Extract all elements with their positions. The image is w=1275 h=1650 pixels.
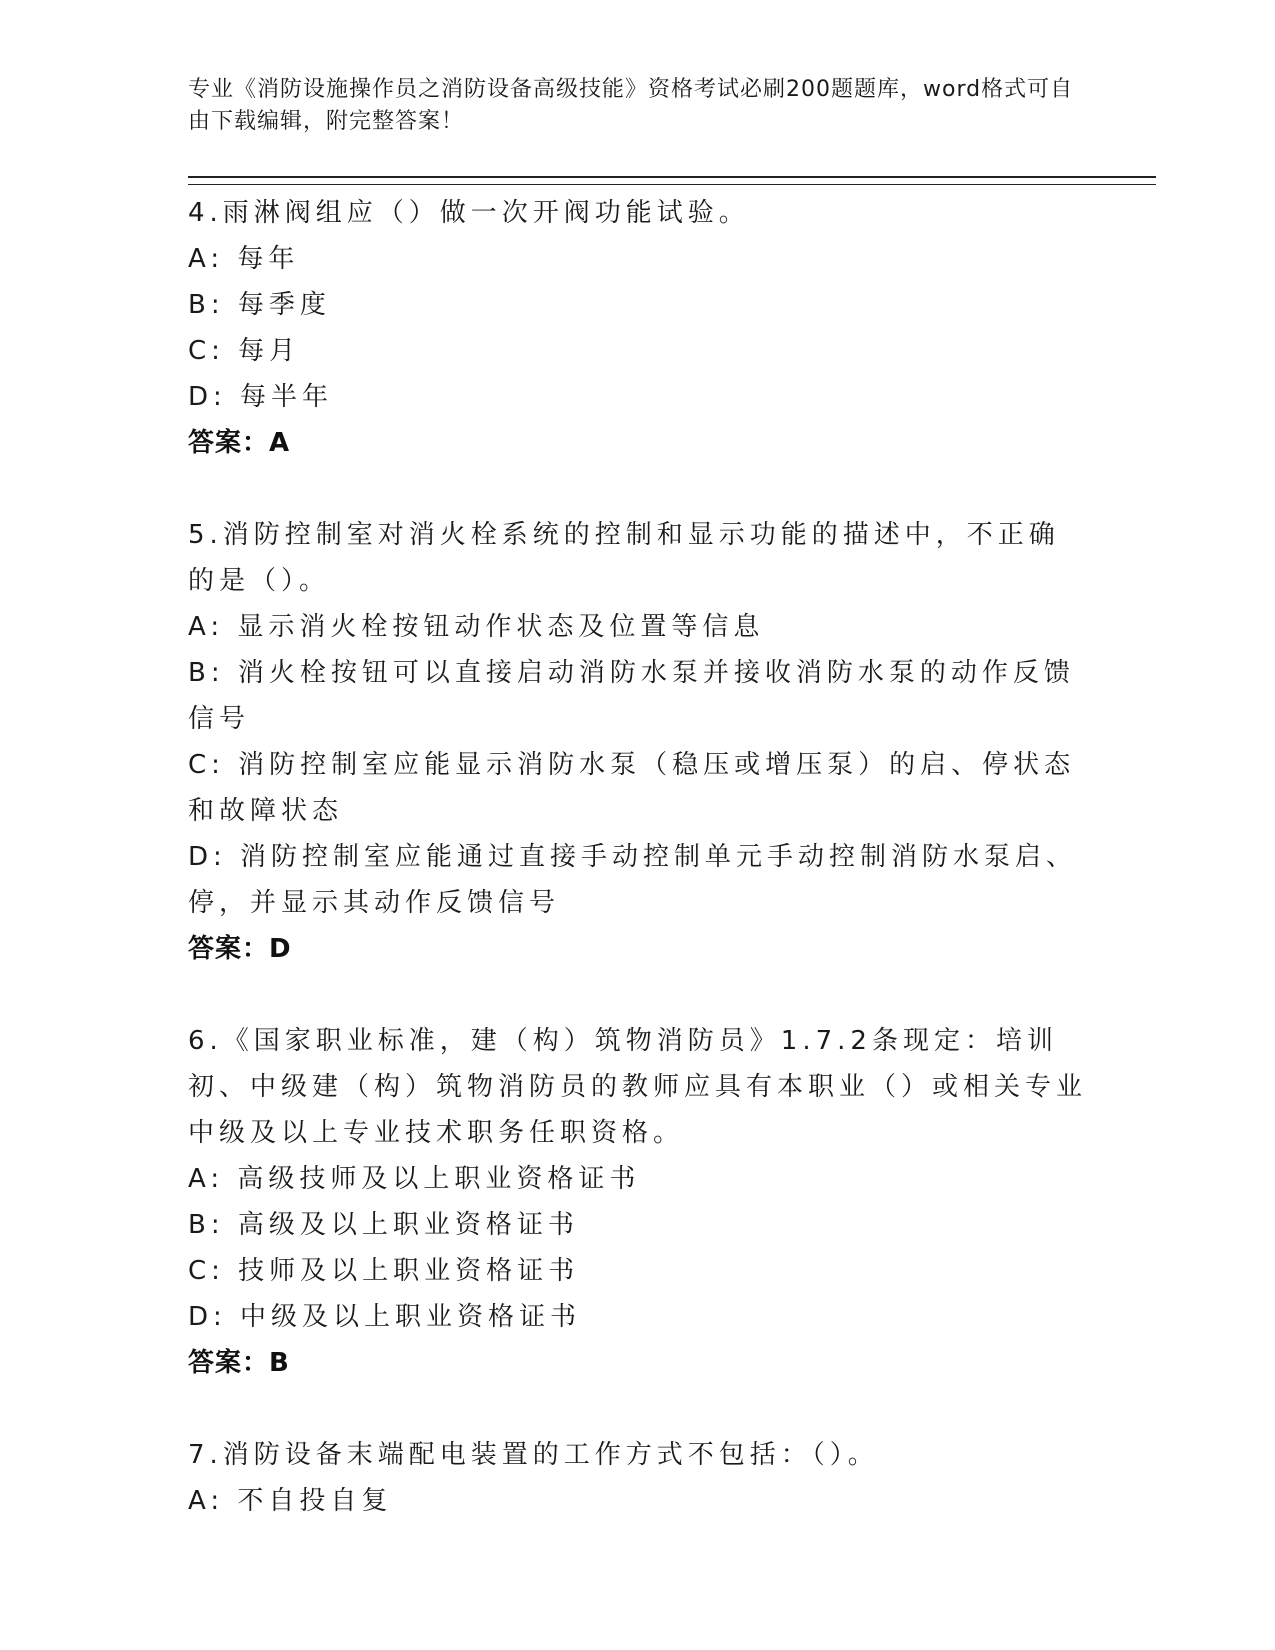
option-c: C: 技师及以上职业资格证书 xyxy=(188,1256,580,1286)
option-d: D: 中级及以上职业资格证书 xyxy=(188,1302,582,1332)
question-4 xyxy=(188,190,1088,466)
answer-line: 答案：D xyxy=(188,934,292,964)
question-stem: 6.《国家职业标准，建（构）筑物消防员》1.7.2条现定：培训初、中级建（构）筑物消防员的教师应具有本职业（）或相关专业中级及以上专业技术职务任职资格。 xyxy=(188,1026,1088,1148)
option-a: A: 每年 xyxy=(188,244,300,274)
header-divider xyxy=(188,176,1156,185)
question-list xyxy=(188,190,1088,1570)
option-c: C: 每月 xyxy=(188,336,301,366)
question-stem: 5.消防控制室对消火栓系统的控制和显示功能的描述中，不正确的是（）。 xyxy=(188,520,1060,596)
answer-line: 答案：A xyxy=(188,428,291,458)
option-b: B: 高级及以上职业资格证书 xyxy=(188,1210,579,1240)
question-5 xyxy=(188,512,1088,972)
option-a: A: 显示消火栓按钮动作状态及位置等信息 xyxy=(188,612,765,642)
document-header xyxy=(188,74,1088,138)
option-a: A: 不自投自复 xyxy=(188,1486,393,1516)
option-b: B: 每季度 xyxy=(188,290,331,320)
question-6 xyxy=(188,1018,1088,1386)
question-stem: 4.雨淋阀组应（）做一次开阀功能试验。 xyxy=(188,198,750,228)
option-d: D: 消防控制室应能通过直接手动控制单元手动控制消防水泵启、停，并显示其动作反馈信号 xyxy=(188,842,1078,918)
answer-line: 答案：B xyxy=(188,1348,290,1378)
header-text: 专业《消防设施操作员之消防设备高级技能》资格考试必刷200题题库，word格式可自由下载编辑，附完整答案！ xyxy=(188,77,1074,134)
option-d: D: 每半年 xyxy=(188,382,334,412)
option-c: C: 消防控制室应能显示消防水泵（稳压或增压泵）的启、停状态和故障状态 xyxy=(188,750,1076,826)
question-7 xyxy=(188,1432,1088,1524)
option-a: A: 高级技师及以上职业资格证书 xyxy=(188,1164,641,1194)
question-stem: 7.消防设备末端配电装置的工作方式不包括：（）。 xyxy=(188,1440,879,1470)
option-b: B: 消火栓按钮可以直接启动消防水泵并接收消防水泵的动作反馈信号 xyxy=(188,658,1075,734)
